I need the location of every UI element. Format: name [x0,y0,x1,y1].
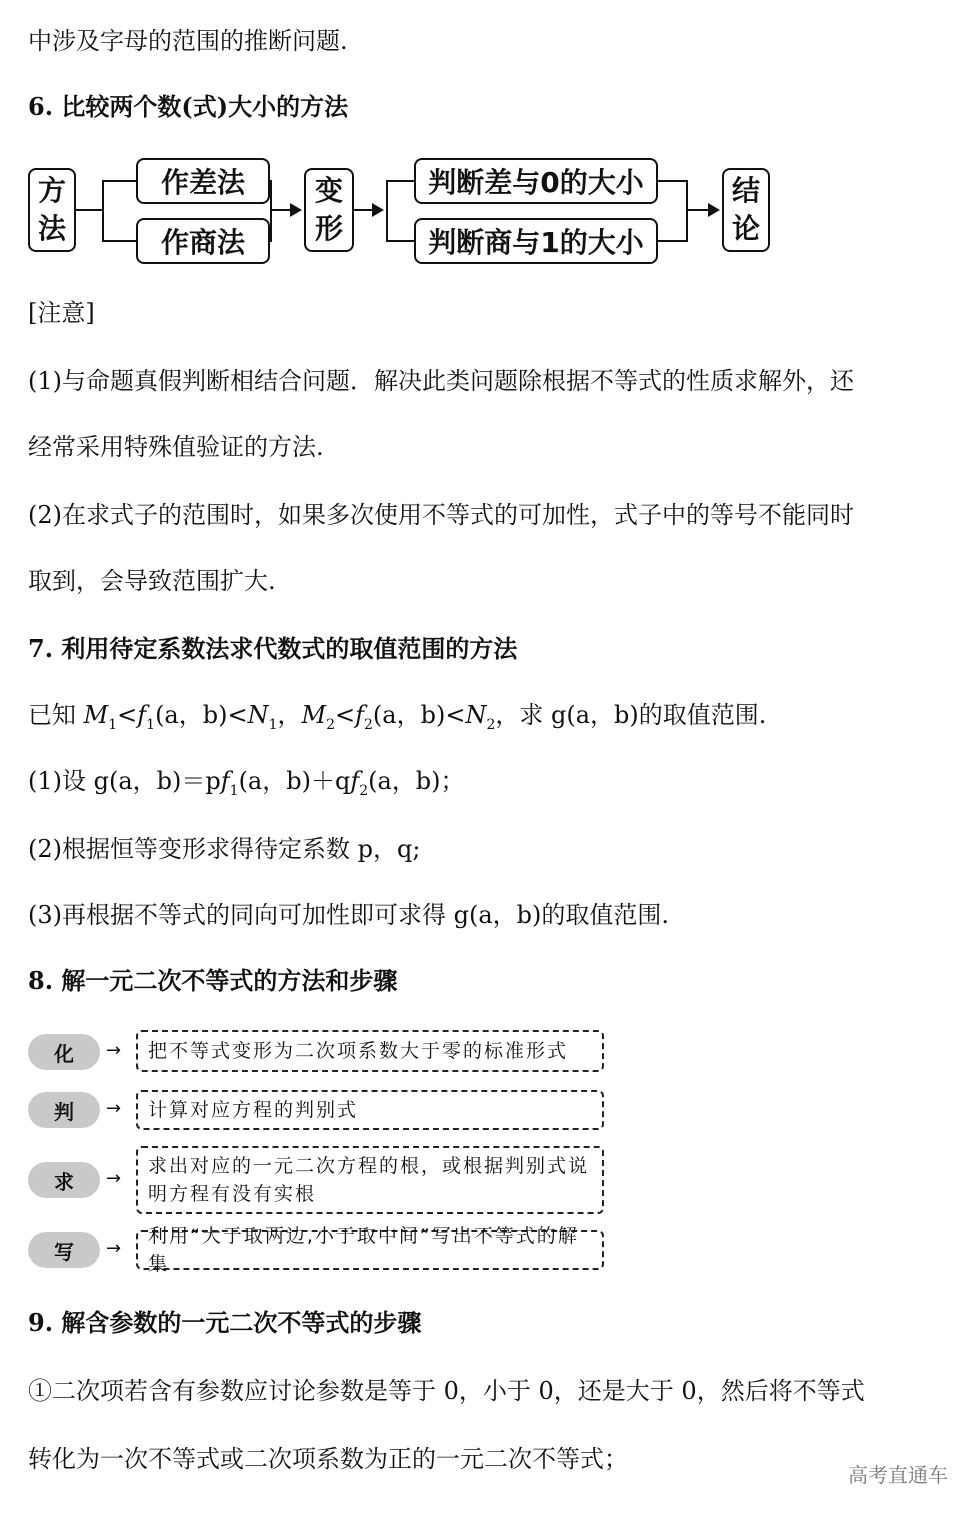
note1-line2: 经常采用特殊值验证的方法. [28,433,324,461]
step-tag: 判 [28,1092,100,1128]
method-box [28,168,76,252]
var-M: M [83,701,109,729]
var-f: f [350,767,360,795]
note-label: [注意] [28,299,95,327]
less-than: < [117,701,138,729]
arrow-head-icon [372,203,384,217]
transform-char-2: 形 [314,212,343,245]
step1-mid: (a，b)＋q [238,767,351,795]
note1-line1: (1)与命题真假判断相结合问题．解决此类问题除根据不等式的性质求解外，还 [28,367,854,395]
bracket-line [102,180,104,242]
step1-prefix: (1)设 g(a，b)＝p [28,767,221,795]
arrow-line [354,209,374,211]
step-box [136,1225,604,1275]
step-text: 计算对应方程的判别式 [148,1099,359,1121]
quotient-method-label: 作商法 [160,226,245,259]
arrow-right-icon: → [106,1040,122,1061]
transform-char-1: 变 [314,174,343,207]
judge-quotient-box [414,218,658,264]
step-box [136,1090,604,1130]
step-text: 利用“大于取两边,小于取中间”写出不等式的解集 [148,1225,579,1275]
arrow-right-icon: → [106,1168,122,1189]
method-char-2: 法 [37,212,66,245]
section9-heading: 9. 解含参数的一元二次不等式的步骤 [28,1308,422,1337]
conclusion-char-2: 论 [731,212,760,245]
subscript: 2 [486,716,496,733]
var-N: N [465,701,487,729]
bracket-line [386,180,414,182]
conclusion-char-1: 结 [731,174,760,207]
var-f: f [355,701,364,729]
arrow-line [76,209,102,211]
step1-suffix: (a，b)； [368,767,465,795]
step-box [136,1030,604,1072]
judge-diff-label: 判断差与0的大小 [428,166,644,199]
note2-line1: (2)在求式子的范围时，如果多次使用不等式的可加性，式子中的等号不能同时 [28,501,854,529]
arrow-right-icon: → [106,1098,122,1119]
step-box [136,1146,604,1214]
arrow-head-icon [708,203,720,217]
section8-heading: 8. 解一元二次不等式的方法和步骤 [28,966,398,995]
watermark: 高考直通车 [848,1463,948,1487]
subscript: 2 [359,782,369,799]
bracket-line [102,240,136,242]
arrow-head-icon [290,203,302,217]
args: (a，b)< [155,701,248,729]
conclusion-box [722,168,770,252]
subscript: 1 [108,716,118,733]
arrow-right-icon: → [106,1238,122,1259]
given-prefix: 已知 [28,701,84,729]
diff-method-label: 作差法 [160,166,245,199]
bracket-line [270,180,272,242]
diff-method-box [136,158,270,204]
section7-heading: 7. 利用待定系数法求代数式的取值范围的方法 [28,634,518,663]
subscript: 2 [326,716,335,733]
step-tag: 化 [28,1034,100,1070]
var-N: N [247,701,269,729]
args: (a，b)< [372,701,466,729]
intro-line: 中涉及字母的范围的推断问题. [28,27,348,55]
step-text: 求出对应的一元二次方程的根，或根据判别式说明方程有没有实根 [148,1155,590,1205]
bracket-line [658,240,686,242]
step-text: 把不等式变形为二次项系数大于零的标准形式 [148,1040,569,1062]
transform-box [304,168,354,252]
var-f: f [220,767,230,795]
method-char-1: 方 [37,174,66,207]
separator: ， [277,701,302,729]
given-line [28,700,767,733]
subscript: 1 [229,782,239,799]
bracket-line [658,180,686,182]
bracket-line [686,180,688,242]
subscript: 1 [146,716,156,733]
step2-line: (2)根据恒等变形求得待定系数 p，q; [28,835,421,863]
arrow-line [686,209,710,211]
step-tag: 求 [28,1162,100,1198]
judge-quotient-label: 判断商与1的大小 [428,226,644,259]
judge-diff-box [414,158,658,204]
section6-heading: 6. 比较两个数(式)大小的方法 [28,92,349,121]
section9-line1: ①二次项若含有参数应讨论参数是等于 0，小于 0，还是大于 0，然后将不等式 [28,1377,865,1405]
subscript: 1 [268,716,278,733]
section9-line2: 转化为一次不等式或二次项系数为正的一元二次不等式； [28,1445,628,1473]
given-suffix: ，求 g(a，b)的取值范围. [495,701,767,729]
bracket-line [386,180,388,242]
step-tag: 写 [28,1232,100,1268]
bracket-line [102,180,136,182]
step1-line [28,766,465,799]
bracket-line [386,240,414,242]
quotient-method-box [136,218,270,264]
step3-line: (3)再根据不等式的同向可加性即可求得 g(a，b)的取值范围. [28,901,670,929]
less-than: < [335,701,356,729]
subscript: 2 [364,716,373,733]
var-M: M [301,701,327,729]
var-f: f [137,701,147,729]
note2-line2: 取到，会导致范围扩大. [28,567,276,595]
